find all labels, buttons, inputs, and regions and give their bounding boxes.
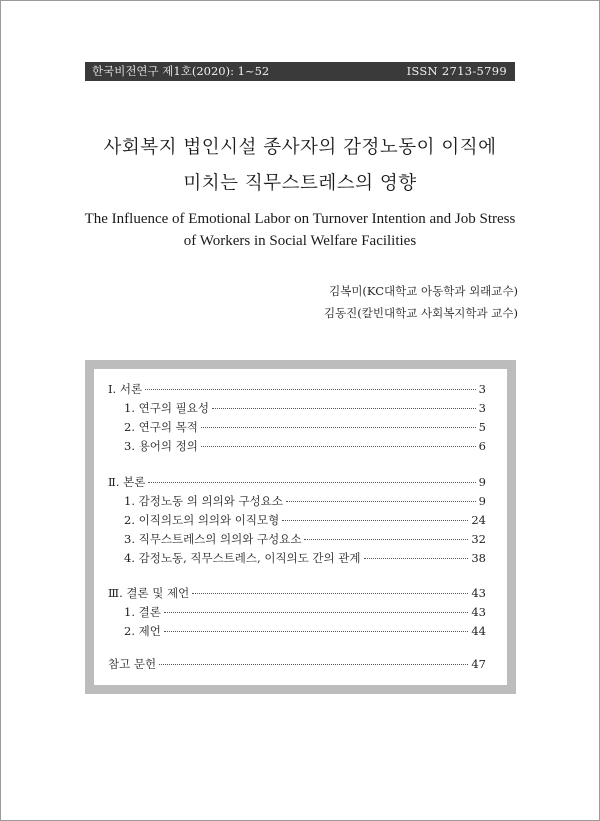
toc-leader-dots [201,446,476,447]
journal-citation: 한국비전연구 제1호(2020): 1~52 [92,64,270,78]
toc-leader-dots [164,612,469,613]
toc-label: Ⅲ. 결론 및 제언 [108,586,190,600]
toc-label: Ⅱ. 본론 [108,475,146,489]
toc-page-number: 5 [478,420,486,434]
korean-title-line-2: 미치는 직무스트레스의 영향 [183,173,417,194]
toc-label: 2. 연구의 목적 [124,420,198,434]
toc-leader-dots [212,408,476,409]
toc-label: 3. 용어의 정의 [124,439,198,453]
toc-label: 1. 결론 [124,605,161,619]
toc-page-number: 47 [471,657,486,671]
toc-leader-dots [282,520,468,521]
journal-header-bar [85,62,515,81]
toc-item [124,493,486,509]
toc-item [124,623,486,639]
korean-title-line-1: 사회복지 법인시설 종사자의 감정노동이 이직에 [103,137,497,158]
toc-label: 3. 직무스트레스의 의의와 구성요소 [124,532,302,546]
toc-item [124,438,486,454]
toc-page-number: 3 [478,382,486,396]
toc-item [124,604,486,620]
toc-item [124,531,486,547]
author-1: 김복미(KC대학교 아동학과 외래교수) [329,284,518,298]
toc-page-number: 6 [478,439,486,453]
toc-leader-dots [145,389,476,390]
toc-label: 4. 감정노동, 직무스트레스, 이직의도 간의 관계 [124,551,361,565]
toc-label: 1. 감정노동 의 의의와 구성요소 [124,494,283,508]
toc-page-number: 9 [478,494,486,508]
toc-leader-dots [148,482,475,483]
toc-item [124,419,486,435]
toc-section-references [108,656,486,672]
toc-label: 참고 문헌 [108,657,157,671]
toc-page-number: 9 [478,475,486,489]
issn-label: ISSN 2713-5799 [406,64,507,78]
toc-leader-dots [304,539,468,540]
toc-page-number: 24 [471,513,486,527]
toc-leader-dots [364,558,469,559]
toc-item [124,550,486,566]
english-title-line-2: of Workers in Social Welfare Facilities [183,233,417,249]
toc-leader-dots [192,593,468,594]
toc-leader-dots [201,427,476,428]
toc-leader-dots [286,501,476,502]
toc-label: 2. 이직의도의 의의와 이직모형 [124,513,280,527]
author-2: 김동진(칼빈대학교 사회복지학과 교수) [323,306,518,320]
toc-section-conclusion [108,585,486,601]
toc-page-number: 43 [471,586,486,600]
toc-label: 2. 제언 [124,624,161,638]
toc-page-number: 32 [471,532,486,546]
toc-page-number: 38 [471,551,486,565]
english-title-line-1: The Influence of Emotional Labor on Turnover Intention and Job Stress [84,211,516,227]
toc-leader-dots [164,631,469,632]
toc-page-number: 44 [471,624,486,638]
toc-label: 1. 연구의 필요성 [124,401,209,415]
toc-page-number: 43 [471,605,486,619]
toc-leader-dots [159,664,468,665]
toc-page-number: 3 [478,401,486,415]
toc-section-body [108,474,486,490]
toc-label: Ⅰ. 서론 [108,382,143,396]
toc-item [124,400,486,416]
toc-section-introduction [108,381,486,397]
toc-item [124,512,486,528]
